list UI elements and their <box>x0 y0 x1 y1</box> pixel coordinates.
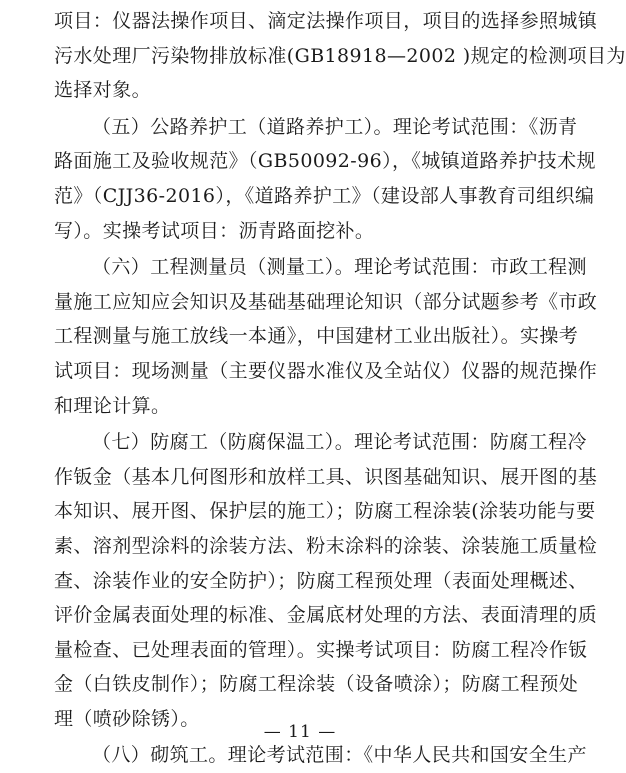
text-line: 项目：仪器法操作项目、滴定法操作项目，项目的选择参照城镇 <box>54 10 598 32</box>
text-line: 污水处理厂污染物排放标准(GB18918—2002 )规定的检测项目为 <box>54 44 626 67</box>
paragraph-road-maintenance <box>54 110 596 248</box>
text-line: 查、涂装作业的安全防护）；防腐工程预处理（表面处理概述、 <box>54 569 588 592</box>
text-line: （八）砌筑工。理论考试范围：《中华人民共和国安全生产 <box>92 744 587 767</box>
text-line: 工程测量与施工放线一本通》，中国建材工业出版社）。实操考 <box>54 325 579 348</box>
text-line: 范》（CJJ36-2016），《道路养护工》（建设部人事教育司组织编 <box>54 184 595 207</box>
text-line: 路面施工及验收规范》（GB50092-96），《城镇道路养护技术规 <box>54 150 596 173</box>
text-line: 和理论计算。 <box>54 394 171 417</box>
text-line: 试项目：现场测量（主要仪器水准仪及全站仪）仪器的规范操作 <box>54 359 598 382</box>
page-number: — 11 — <box>263 722 337 742</box>
text-line: （五）公路养护工（道路养护工）。理论考试范围：《沥青 <box>92 115 578 138</box>
text-line: 量检查、已处理表面的管理）。实操考试项目：防腐工程冷作钣 <box>54 638 588 661</box>
paragraph-surveyor <box>54 250 598 423</box>
text-line: （七）防腐工（防腐保温工）。理论考试范围：防腐工程冷 <box>92 431 587 454</box>
text-line: 本知识、展开图、保护层的施工）；防腐工程涂装(涂装功能与要 <box>54 500 596 523</box>
paragraph-masonry <box>54 738 587 773</box>
paragraph-anticorrosion <box>54 425 598 736</box>
text-line: 作钣金（基本几何图形和放样工具、识图基础知识、展开图的基 <box>54 465 598 488</box>
text-line: 量施工应知应会知识及基础基础理论知识（部分试题参考《市政 <box>54 290 598 313</box>
text-line: 理（喷砂除锈）。 <box>54 707 200 730</box>
text-line: 素、溶剂型涂料的涂装方法、粉末涂料的涂装、涂装施工质量检 <box>54 534 598 557</box>
text-line: 金（白铁皮制作）；防腐工程涂装（设备喷涂）；防腐工程预处 <box>54 673 579 696</box>
text-line: 选择对象。 <box>54 79 152 102</box>
paragraph-sewage-testing <box>54 4 626 108</box>
text-line: 写）。实操考试项目：沥青路面挖补。 <box>54 219 375 242</box>
text-line: 评价金属表面处理的标准、金属底材处理的方法、表面清理的质 <box>54 604 598 627</box>
document-body <box>54 4 626 773</box>
text-line: （六）工程测量员（测量工）。理论考试范围：市政工程测 <box>92 256 587 279</box>
